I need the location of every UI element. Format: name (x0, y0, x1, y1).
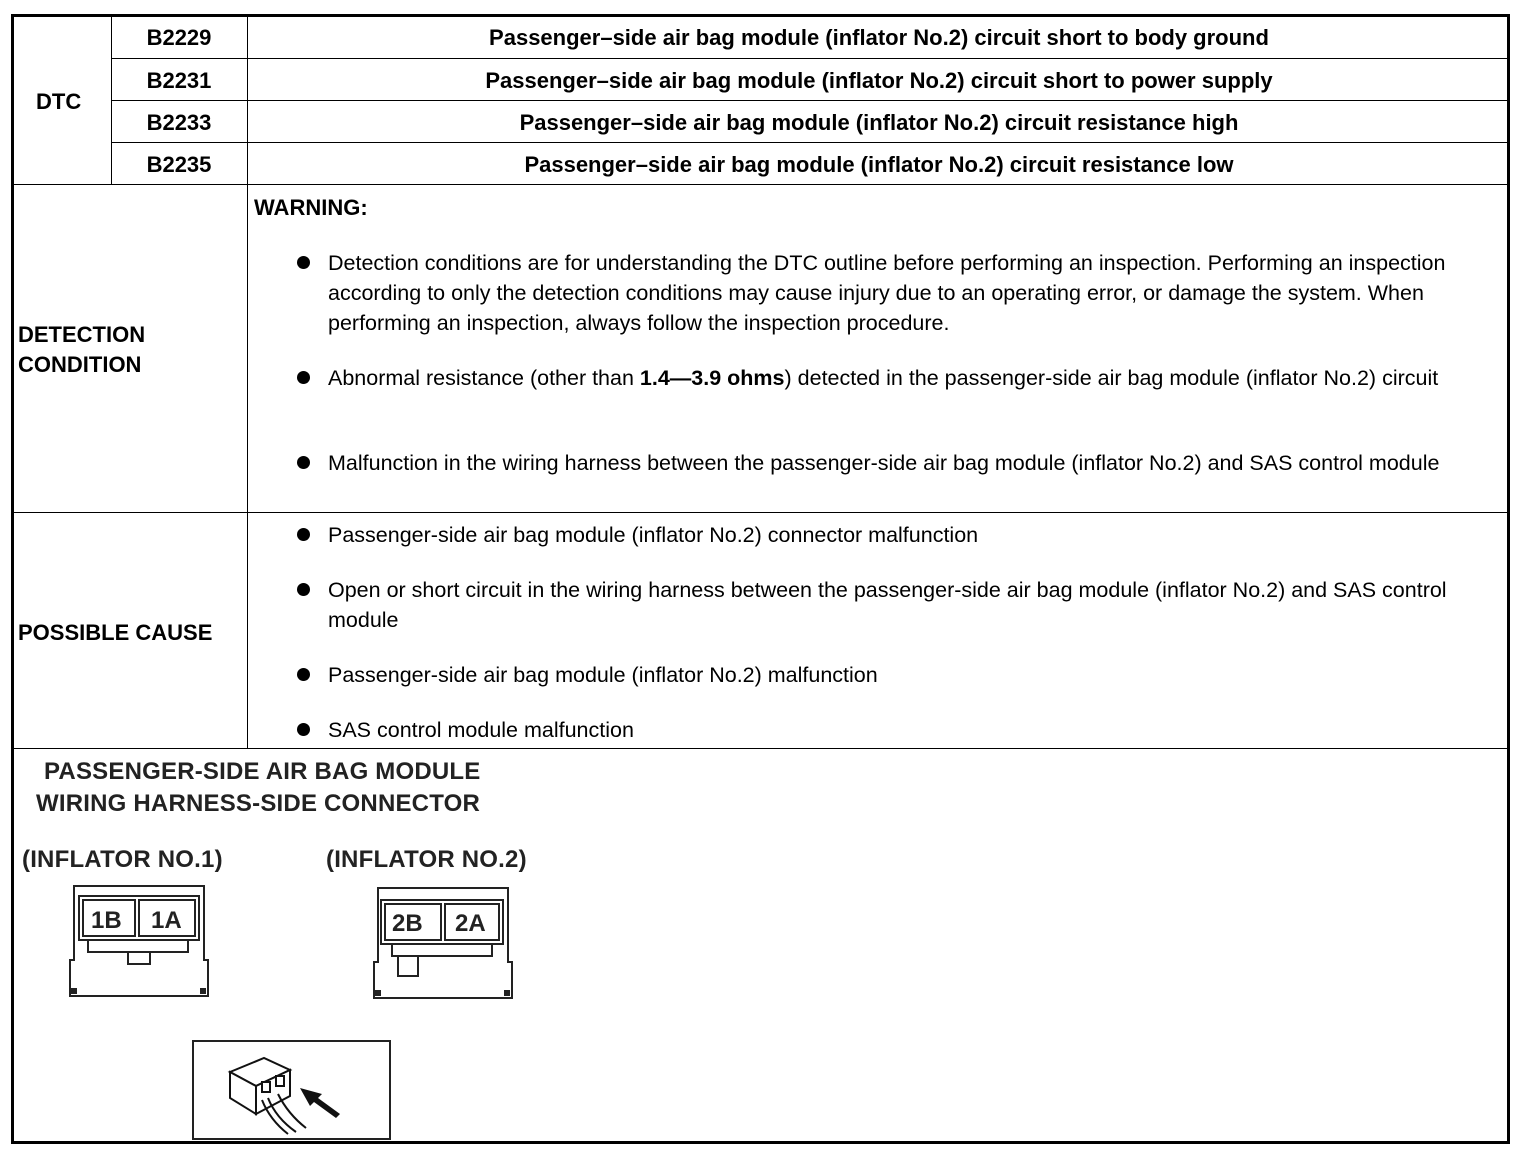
dtc-code: B2233 (146, 110, 212, 135)
pin-2a: 2A (455, 910, 486, 937)
dtc-description: Passenger–side air bag module (inflator No.2) circuit short to body ground (489, 25, 1269, 50)
bullet-icon (297, 371, 310, 384)
diagram-title-line1: PASSENGER-SIDE AIR BAG MODULE (44, 758, 481, 785)
bullet2-text-pre: Abnormal resistance (other than (328, 366, 640, 390)
dtc-description: Passenger–side air bag module (inflator No.2) circuit short to power supply (485, 68, 1273, 93)
section-divider (11, 184, 1510, 185)
dtc-description: Passenger–side air bag module (inflator No.2) circuit resistance low (524, 152, 1234, 177)
bullet-icon (297, 583, 310, 596)
detection-label-line1: DETECTION (18, 322, 146, 347)
dtc-code: B2231 (146, 68, 212, 93)
dtc-description: Passenger–side air bag module (inflator No.2) circuit resistance high (519, 110, 1239, 135)
section-divider (11, 748, 1510, 749)
section-divider (11, 512, 1510, 513)
diagram-title-line2: WIRING HARNESS-SIDE CONNECTOR (36, 790, 481, 817)
bullet-icon (297, 528, 310, 541)
detection-label-line2: CONDITION (18, 352, 142, 377)
detection-bullet-3: Malfunction in the wiring harness between the passenger-side air bag module (inflator No.2) and SAS control module (328, 451, 1440, 475)
row-divider (112, 100, 1510, 101)
dtc-code: B2235 (146, 152, 212, 177)
cause-item: SAS control module malfunction (328, 718, 634, 742)
bullet-icon (297, 256, 310, 269)
row-divider (112, 58, 1510, 59)
bullet-icon (297, 723, 310, 736)
cause-item: Open or short circuit in the wiring harness between the passenger-side air bag module (inflator No.2) and SAS control module (328, 578, 1447, 632)
connector-inflator1-icon (68, 884, 210, 1000)
bullet-icon (297, 456, 310, 469)
detection-bullet-1: Detection conditions are for understanding the DTC outline before performing an inspection. Performing an inspection according to only the detection conditions may cause injury due to an operating error, or damage the system. When performing an inspection, always follow the inspection procedure. (328, 251, 1446, 335)
connector-inflator2-icon (372, 886, 514, 1002)
pin-1a: 1A (151, 907, 182, 934)
cause-item: Passenger-side air bag module (inflator No.2) connector malfunction (328, 523, 979, 547)
detection-bullet-2 (328, 363, 1498, 393)
pin-1b: 1B (91, 907, 122, 934)
bullet-icon (297, 668, 310, 681)
possible-cause-label: POSSIBLE CAUSE (18, 620, 213, 645)
row-divider (112, 142, 1510, 143)
harness-connector-icon (192, 1040, 392, 1141)
bullet2-text-post: ) detected in the passenger-side air bag module (inflator No.2) circuit (784, 366, 1439, 390)
dtc-code: B2229 (146, 25, 212, 50)
warning-title: WARNING: (254, 195, 368, 220)
cause-item: Passenger-side air bag module (inflator No.2) malfunction (328, 663, 878, 687)
inflator1-label: (INFLATOR NO.1) (22, 846, 223, 873)
inflator2-label: (INFLATOR NO.2) (326, 846, 527, 873)
dtc-label: DTC (36, 89, 82, 114)
pin-2b: 2B (392, 910, 423, 937)
resistance-range: 1.4—3.9 ohms (639, 366, 785, 390)
